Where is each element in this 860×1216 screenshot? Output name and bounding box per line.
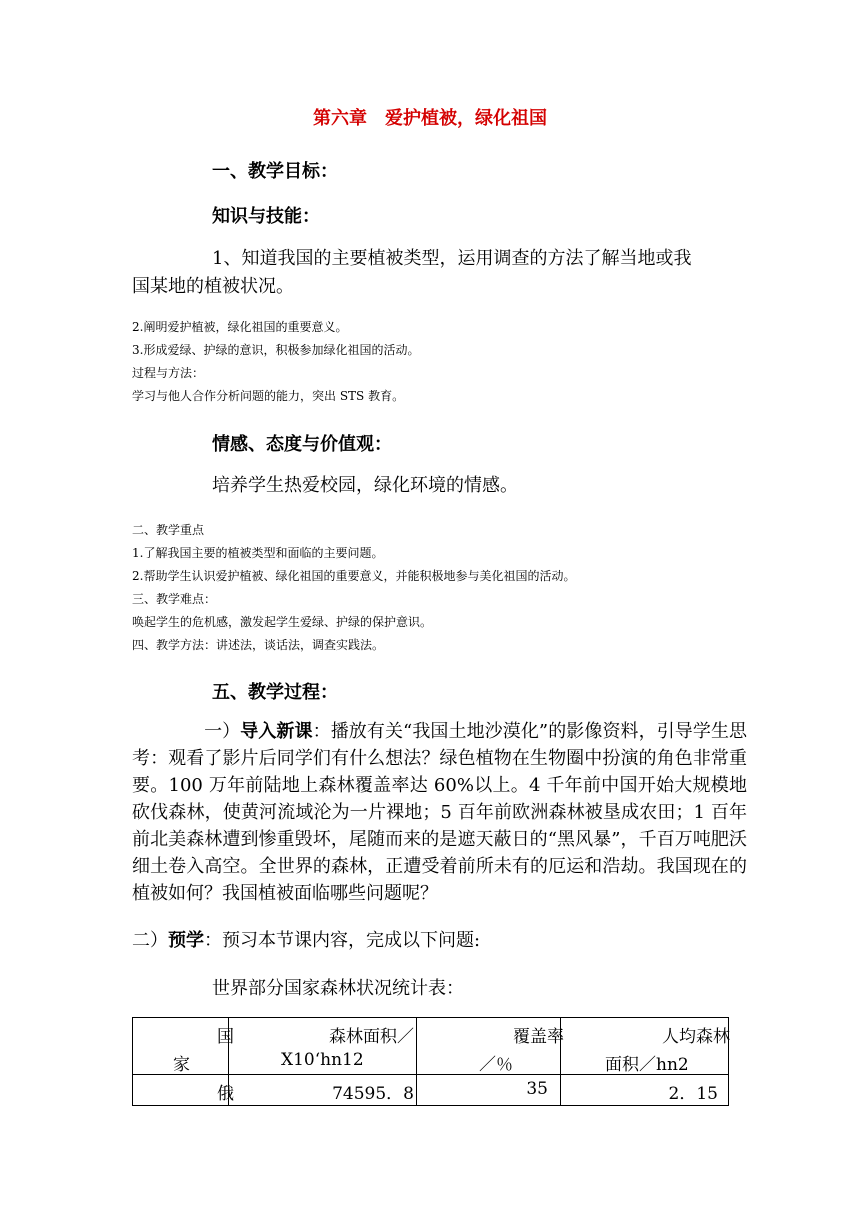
header-forest-area [229, 1018, 417, 1075]
cell-country: 俄 [217, 1084, 234, 1104]
difficulty-text: 唤起学生的危机感，激发起学生爱绿、护绿的保护意识。 [132, 615, 433, 629]
section-heading-goals: 一、教学目标： [212, 161, 338, 182]
prestudy-prefix: 二） [132, 930, 168, 951]
teaching-methods: 四、教学方法：讲述法，谈话法，调查实践法。 [132, 638, 385, 652]
prestudy-paragraph [132, 928, 480, 954]
difficulty-heading: 三、教学难点： [132, 592, 217, 606]
header-coverage-line1: 覆盖率 [513, 1027, 564, 1047]
header-coverage [417, 1018, 564, 1075]
header-per-capita [561, 1018, 729, 1075]
cell-per-capita: 2．15 [668, 1084, 718, 1104]
prestudy-text: 预习本节课内容，完成以下问题: [222, 930, 481, 951]
table-caption: 世界部分国家森林状况统计表： [212, 978, 464, 999]
table-header-row [133, 1018, 729, 1075]
key-point-1: 1.了解我国主要的植被类型和面临的主要问题。 [132, 546, 384, 560]
table-row [133, 1075, 729, 1106]
goal-item-3: 3.形成爱绿、护绿的意识，积极参加绿化祖国的活动。 [132, 343, 420, 357]
knowledge-skills-heading: 知识与技能： [212, 206, 320, 227]
header-country-line2: 家 [173, 1055, 190, 1075]
emotion-heading: 情感、态度与价值观： [212, 434, 392, 455]
table-cell [417, 1075, 561, 1106]
process-method-heading: 过程与方法： [132, 366, 205, 380]
intro-paragraph [132, 718, 747, 907]
table-cell [133, 1075, 234, 1106]
process-heading: 五、教学过程： [212, 682, 338, 703]
cell-coverage: 35 [526, 1079, 548, 1099]
header-per-capita-line1: 人均森林 [662, 1027, 730, 1047]
header-forest-area-line1: 森林面积／ [329, 1027, 414, 1047]
intro-colon: ： [312, 721, 331, 742]
prestudy-bold-label: 预学 [168, 930, 204, 951]
key-point-2: 2.帮助学生认识爱护植被、绿化祖国的重要意义，并能积极地参与美化祖国的活动。 [132, 569, 576, 583]
header-per-capita-line2: 面积／hn2 [605, 1055, 689, 1075]
cell-forest-area: 74595．8 [332, 1084, 414, 1104]
header-country [133, 1018, 234, 1075]
header-forest-area-line2: X10‘hn12 [281, 1050, 364, 1070]
header-coverage-line2: ／％ [479, 1055, 513, 1075]
page-title: 第六章 爱护植被，绿化祖国 [313, 108, 547, 129]
key-points-heading: 二、教学重点 [132, 523, 205, 537]
goal-item-1-line1: 1、知道我国的主要植被类型，运用调查的方法了解当地或我 [212, 248, 692, 269]
process-method-text: 学习与他人合作分析问题的能力，突出 STS 教育。 [132, 389, 405, 403]
goal-item-2: 2.阐明爱护植被，绿化祖国的重要意义。 [132, 320, 348, 334]
goal-item-1-line2: 国某地的植被状况。 [132, 276, 294, 297]
intro-bold-label: 导入新课 [240, 721, 313, 742]
forest-stats-table [132, 1017, 729, 1106]
intro-text: 播放有关“我国土地沙漠化”的影像资料，引导学生思考：观看了影片后同学们有什么想法？绿色植物在生物圈中扮演的角色非常重要。100 万年前陆地上森林覆盖率达 60%以上。4 千年前中国开始大规模地砍伐森林，使黄河流域沦为一片裸地；5 百年前欧洲森林被垦成农田；1 百年前北美森林遭到惨重毁坏，尾随而来的是遮天蔽日的“黑风暴”，千百万吨肥沃细土卷入高空。全世界的森林，正遭受着前所未有的厄运和浩劫。我国现在的植被如何？我国植被面临哪些问题呢？ [132, 721, 748, 904]
table-cell [229, 1075, 417, 1106]
intro-prefix: 一） [204, 721, 241, 742]
emotion-text: 培养学生热爱校园，绿化环境的情感。 [212, 475, 518, 496]
header-country-line1: 国 [217, 1027, 234, 1047]
prestudy-colon: ： [204, 930, 222, 951]
table-cell [561, 1075, 729, 1106]
